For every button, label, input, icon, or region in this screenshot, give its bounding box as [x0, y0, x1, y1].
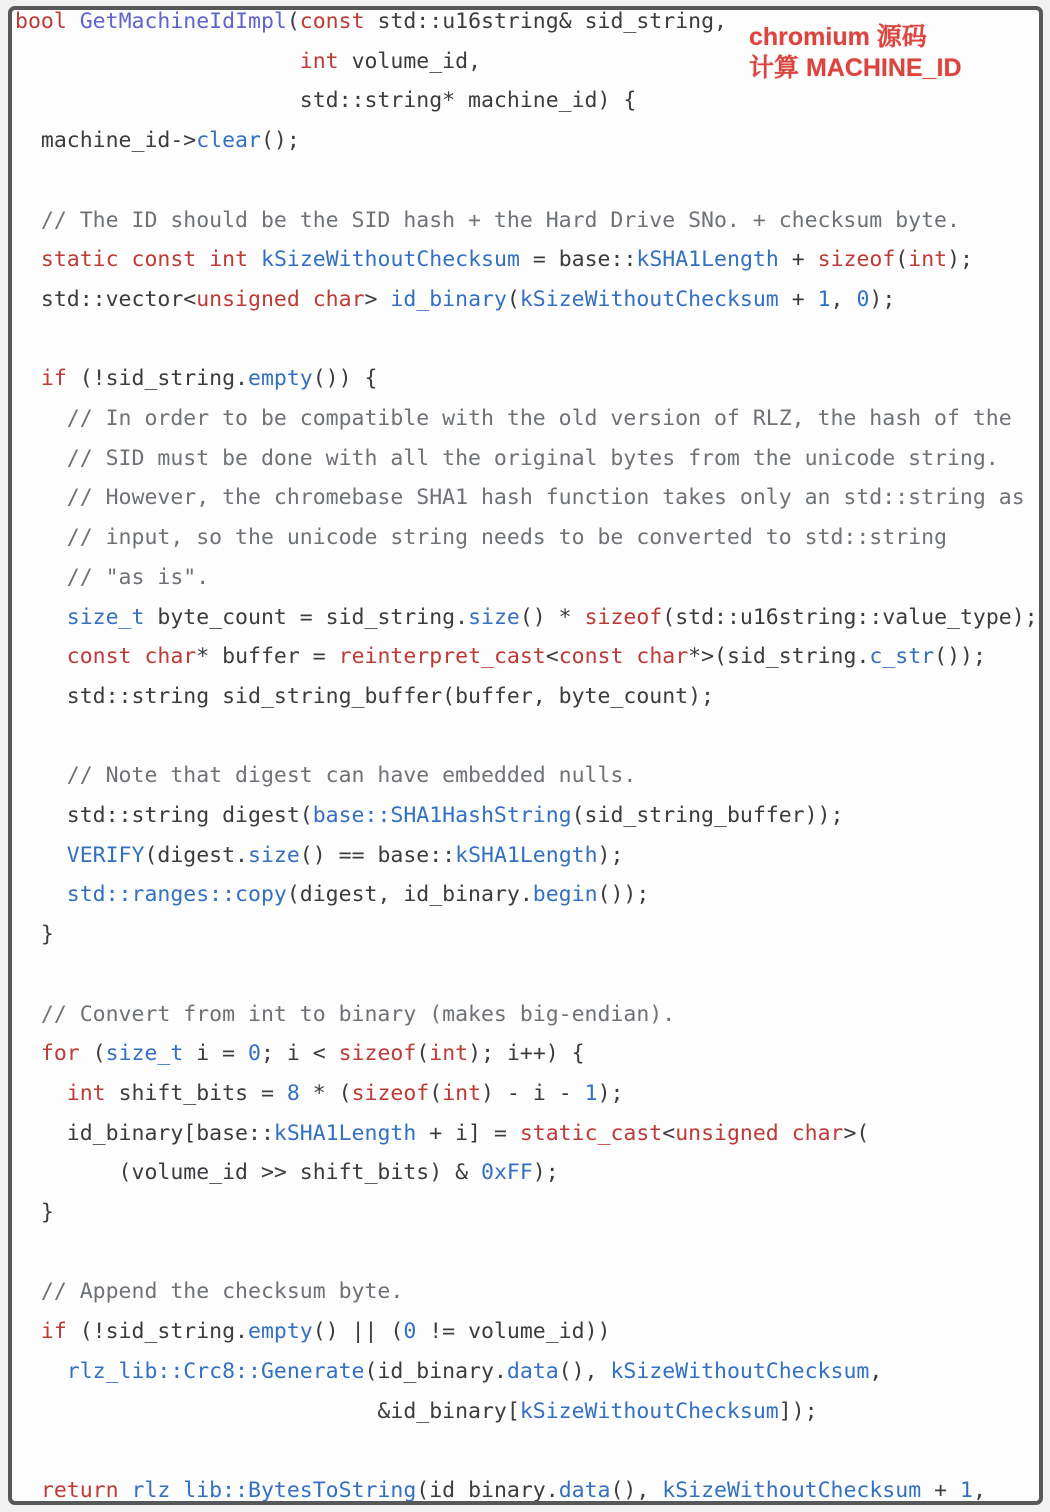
- code-line: if (!sid_string.empty()) {: [40, 366, 378, 392]
- code-line: int shift_bits = 8 * (sizeof(int) - i - 1);: [66, 1080, 624, 1106]
- code-line: // input, so the unicode string needs to be converted to std::string: [15, 525, 947, 551]
- code-panel: [8, 6, 1043, 1505]
- code-line: std::ranges::copy(digest, id_binary.begin());: [66, 882, 650, 908]
- code-line: std::vector<unsigned char> id_binary(kSizeWithoutChecksum + 1, 0);: [15, 286, 896, 312]
- code-line: bool GetMachineIdImpl(const std::u16string& sid_string,: [15, 9, 727, 34]
- code-line: [15, 320, 1039, 360]
- code-line: machine_id->clear();: [15, 128, 300, 154]
- code-line: }: [15, 1200, 54, 1226]
- code-line: [15, 717, 1039, 757]
- code-line: // In order to be compatible with the old version of RLZ, the hash of the: [15, 406, 1012, 431]
- code-line: static const int kSizeWithoutChecksum = base::kSHA1Length + sizeof(int);: [40, 247, 973, 273]
- code-line: int volume_id,: [299, 48, 482, 74]
- code-line: std::string digest(base::SHA1HashString(sid_string_buffer));: [15, 803, 844, 829]
- code-line: // Append the checksum byte.: [15, 1279, 404, 1305]
- code-line: if (!sid_string.empty() || (0 != volume_id)): [40, 1319, 611, 1345]
- code-line: }: [15, 922, 54, 948]
- code-line: std::string sid_string_buffer(buffer, byte_count);: [15, 683, 714, 709]
- code-line: // "as is".: [15, 564, 210, 590]
- code-line: rlz_lib::Crc8::Generate(id_binary.data(), kSizeWithoutChecksum,: [66, 1358, 883, 1384]
- code-line: const char* buffer = reinterpret_cast<const char*>(sid_string.c_str());: [66, 644, 986, 670]
- annotation-line-2: 计算 MACHINE_ID: [749, 54, 962, 82]
- code-line: // Note that digest can have embedded nulls.: [15, 763, 637, 789]
- code-line: [15, 1431, 1039, 1471]
- code-line: VERIFY(digest.size() == base::kSHA1Length);: [66, 842, 624, 868]
- code-line: // Convert from int to binary (makes big-endian).: [15, 1001, 676, 1027]
- code-line: std::string* machine_id) {: [15, 88, 637, 114]
- code-line: id_binary[base::kSHA1Length + i] = static_cast<unsigned char>(: [15, 1120, 870, 1146]
- code-line: (volume_id >> shift_bits) & 0xFF);: [15, 1160, 559, 1186]
- code-line: [15, 1233, 1039, 1273]
- code-line: for (size_t i = 0; i < sizeof(int); i++) {: [40, 1041, 585, 1067]
- code-line: &id_binary[kSizeWithoutChecksum]);: [15, 1398, 818, 1424]
- code-line: size_t byte_count = sid_string.size() * sizeof(std::u16string::value_type);: [66, 604, 1038, 630]
- annotation-note: [749, 22, 962, 84]
- code-line: [15, 161, 1039, 201]
- code-line: return rlz_lib::BytesToString(id_binary.data(), kSizeWithoutChecksum + 1,: [40, 1477, 986, 1503]
- code-line: // However, the chromebase SHA1 hash function takes only an std::string as: [15, 485, 1025, 511]
- code-line: // The ID should be the SID hash + the Hard Drive SNo. + checksum byte.: [15, 207, 960, 233]
- code-listing: [12, 6, 1039, 1505]
- code-line: [15, 955, 1039, 995]
- code-line: // SID must be done with all the original bytes from the unicode string.: [15, 445, 999, 471]
- annotation-line-1: chromium 源码: [749, 23, 927, 51]
